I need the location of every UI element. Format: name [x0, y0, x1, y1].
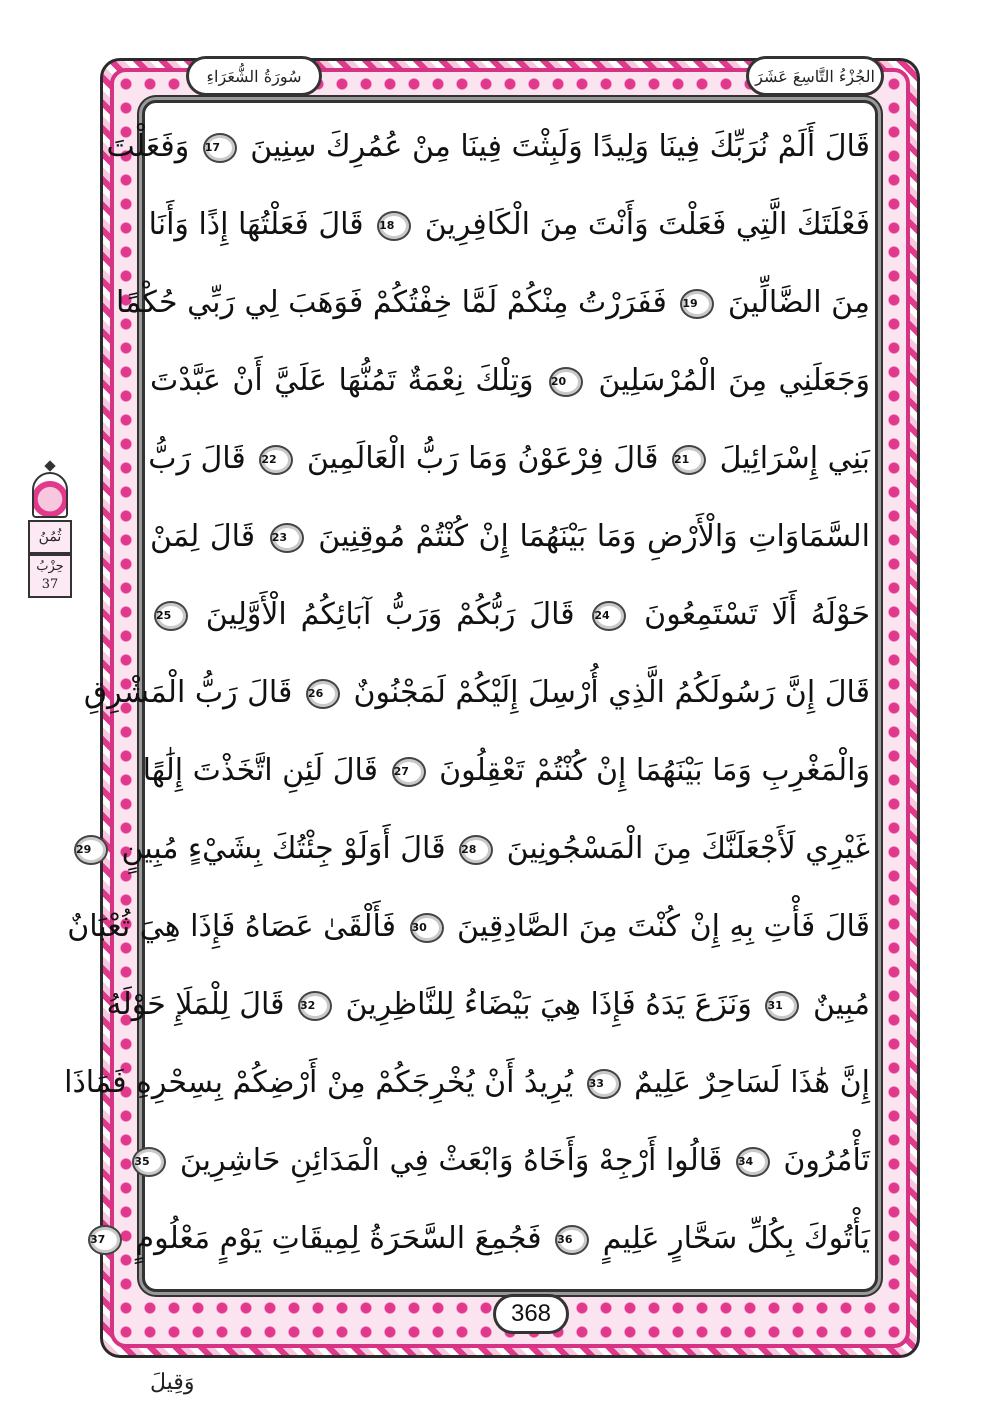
verse-text: قَالَ رَبُّكُمْ وَرَبُّ آبَائِكُمُ الْأَوَّلِينَ	[192, 597, 575, 632]
verse-text: حَوْلَهُ أَلَا تَسْتَمِعُونَ	[630, 597, 870, 632]
verse-text: بَنِي إِسْرَائِيلَ	[710, 441, 870, 476]
verse-text: تَأْمُرُونَ	[773, 1143, 870, 1178]
ayah-number-marker: 19	[680, 289, 714, 319]
verse-text: قَالَ رَبُّ	[148, 441, 246, 476]
ayah-number-marker: 26	[306, 679, 340, 709]
verse-text: قَالَ فِرْعَوْنُ وَمَا رَبُّ الْعَالَمِينَ	[297, 441, 659, 476]
verse-line	[106, 970, 870, 1040]
verse-text: قَالَ فَأْتِ بِهِ إِنْ كُنْتَ مِنَ الصَّادِقِينَ	[447, 909, 870, 944]
verse-text: وَالْمَغْرِبِ وَمَا بَيْنَهُمَا إِنْ كُنْتُمْ تَعْقِلُونَ	[429, 753, 870, 788]
verse-line	[150, 190, 870, 260]
ayah-number-marker: 35	[132, 1147, 166, 1177]
verse-text: السَّمَاوَاتِ وَالْأَرْضِ وَمَا بَيْنَهُمَا إِنْ كُنْتُمْ مُوقِنِينَ	[307, 519, 871, 554]
verse-text: وَنَزَعَ يَدَهُ فَإِذَا هِيَ بَيْضَاءُ لِلنَّاظِرِينَ	[336, 987, 752, 1022]
ayah-number-marker: 29	[74, 835, 108, 865]
verse-line	[115, 268, 870, 338]
ayah-number-marker: 22	[259, 445, 293, 475]
verse-text: يَأْتُوكَ بِكُلِّ سَحَّارٍ عَلِيمٍ	[593, 1221, 870, 1256]
verse-text: قَالَ إِنَّ رَسُولَكُمُ الَّذِي أُرْسِلَ إِلَيْكُمْ لَمَجْنُونٌ	[343, 675, 870, 710]
verse-text: فَعْلَتَكَ الَّتِي فَعَلْتَ وَأَنْتَ مِنَ الْكَافِرِينَ	[415, 207, 870, 242]
verse-line	[83, 658, 870, 728]
hizb-label	[28, 554, 72, 598]
verse-text: قَالَ لَئِنِ اتَّخَذْتَ إِلَٰهًا	[142, 753, 379, 788]
verse-text: وَتِلْكَ نِعْمَةٌ تَمُنُّهَا عَلَيَّ أَنْ عَبَّدْتَ	[150, 363, 534, 398]
verse-line	[106, 112, 870, 182]
ayah-number-marker: 33	[587, 1069, 621, 1099]
verse-line	[142, 736, 870, 806]
thumn-label: ثُمُنُ	[28, 520, 72, 554]
ayah-number-marker: 34	[736, 1147, 770, 1177]
verse-line	[150, 346, 870, 416]
verse-text: قَالَ أَلَمْ نُرَبِّكَ فِينَا وَلِيدًا وَلَبِثْتَ فِينَا مِنْ عُمُرِكَ سِنِينَ	[240, 129, 870, 164]
catchword: وَقِيلَ	[150, 1370, 195, 1395]
hizb-dome-icon	[32, 472, 68, 518]
ayah-number-marker: 24	[592, 601, 626, 631]
ayah-number-marker: 30	[410, 913, 444, 943]
ayah-number-marker: 25	[154, 601, 188, 631]
ayah-number-marker: 21	[672, 445, 706, 475]
verse-line	[150, 424, 870, 494]
hizb-word: حِزْبُ	[36, 559, 64, 574]
surah-name-header: سُورَةُ الشُّعَرَاءِ	[186, 56, 322, 96]
verse-text: قَالَ لِمَنْ	[150, 519, 256, 554]
hizb-number: 37	[41, 577, 59, 592]
hizb-finial-icon	[44, 460, 55, 471]
verse-text: قَالَ فَعَلْتُهَا إِذًا وَأَنَا	[148, 207, 364, 242]
ayah-number-marker: 36	[555, 1225, 589, 1255]
verse-text: يُرِيدُ أَنْ يُخْرِجَكُمْ مِنْ أَرْضِكُمْ بِسِحْرِهِ فَمَاذَا	[64, 1065, 574, 1100]
verse-line	[64, 1048, 870, 1118]
verse-text: مُبِينٌ	[803, 987, 870, 1022]
verse-text: قَالَ أَوَلَوْ جِئْتُكَ بِشَيْءٍ مُبِينٍ	[111, 831, 446, 866]
verse-text: قَالَ رَبُّ الْمَشْرِقِ	[83, 675, 293, 710]
ayah-number-marker: 28	[459, 835, 493, 865]
ayah-number-marker: 20	[549, 367, 583, 397]
verse-text-area	[64, 112, 871, 1284]
verse-text: غَيْرِي لَأَجْعَلَنَّكَ مِنَ الْمَسْجُونِينَ	[497, 831, 870, 866]
ayah-number-marker: 32	[298, 991, 332, 1021]
verse-text: وَفَعَلْتَ	[106, 129, 190, 164]
verse-line	[75, 814, 870, 884]
verse-text: فَأَلْقَىٰ عَصَاهُ فَإِذَا هِيَ ثُعْبَانٌ	[67, 909, 396, 944]
verse-text: فَجُمِعَ السَّحَرَةُ لِمِيقَاتِ يَوْمٍ مَعْلُومٍ	[125, 1221, 542, 1256]
verse-text: وَجَعَلَنِي مِنَ الْمُرْسَلِينَ	[586, 363, 871, 398]
ayah-number-marker: 27	[392, 757, 426, 787]
ayah-number-marker: 17	[203, 133, 237, 163]
verse-text: إِنَّ هَٰذَا لَسَاحِرٌ عَلِيمٌ	[624, 1065, 870, 1100]
ayah-number-marker: 23	[270, 523, 304, 553]
verse-text: فَفَرَرْتُ مِنْكُمْ لَمَّا خِفْتُكُمْ فَوَهَبَ لِي رَبِّي حُكْمًا	[115, 285, 667, 320]
juz-name-header: الجُزْءُ التَّاسِعَ عَشَرَ	[746, 56, 884, 96]
verse-text: قَالُوا أَرْجِهْ وَأَخَاهُ وَابْعَثْ فِي الْمَدَائِنِ حَاشِرِينَ	[170, 1143, 723, 1178]
hizb-marker	[28, 462, 72, 606]
ayah-number-marker: 31	[765, 991, 799, 1021]
verse-line	[150, 580, 870, 650]
ayah-number-marker: 37	[88, 1225, 122, 1255]
verse-text: مِنَ الضَّالِّينَ	[718, 285, 870, 320]
verse-line	[67, 892, 870, 962]
verse-text: قَالَ لِلْمَلَإِ حَوْلَهُ	[106, 987, 285, 1022]
verse-line	[134, 1126, 870, 1196]
page-number: 368	[493, 1294, 569, 1334]
ayah-number-marker: 18	[377, 211, 411, 241]
verse-line	[89, 1204, 870, 1274]
verse-line	[150, 502, 870, 572]
